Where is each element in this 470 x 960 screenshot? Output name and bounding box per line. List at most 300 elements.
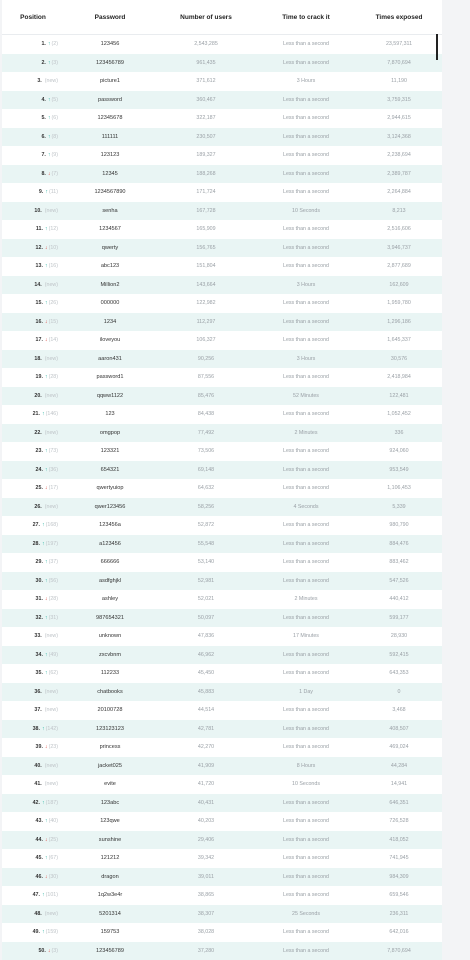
previous-rank: (new) [44,762,58,769]
arrow-up-icon: ↑ [44,466,48,473]
cell-password: 123456 [100,41,120,48]
arrow-up-icon: ↑ [41,799,45,806]
position-number: 30. [35,577,43,584]
cell-position [2,800,64,806]
cell-users: 84,438 [197,411,215,418]
table-row [2,942,442,960]
cell-password: 123qwe [100,818,120,825]
cell-password: 123 [105,411,115,418]
cell-times-exposed: 883,462 [389,559,409,566]
cell-times-exposed: 2,944,615 [387,115,411,122]
cell-position [2,60,64,66]
cell-position [2,559,64,565]
position-number: 40. [34,762,42,769]
arrow-up-icon: ↑ [44,670,48,677]
cell-password: 12345678 [97,115,123,122]
previous-rank: (168) [45,522,58,529]
table-row [2,535,442,554]
cell-times-exposed: 14,941 [390,781,408,788]
header-number-of-users[interactable]: Number of users [180,13,232,21]
cell-times-exposed: 3,759,315 [387,96,411,103]
cell-times-exposed: 1,645,337 [387,337,411,344]
table-row [2,812,442,831]
cell-position [2,171,64,177]
cell-time-to-crack: Less than a second [283,540,329,547]
cell-time-to-crack: Less than a second [283,300,329,307]
table-row [2,664,442,683]
cell-users: 41,720 [197,781,215,788]
arrow-down-icon: ↓ [47,947,51,954]
cell-password: 666666 [100,559,120,566]
position-number: 36. [34,688,42,695]
previous-rank: (7) [51,170,58,177]
cell-password: senha [102,207,118,214]
arrow-up-icon: ↑ [45,189,48,196]
cell-password: Million2 [100,281,120,288]
table-row [2,54,442,73]
cell-password: 20100728 [97,707,123,714]
cell-position [2,522,64,528]
previous-rank: (3) [51,947,58,954]
previous-rank: (10) [48,244,58,251]
cell-password: 987654321 [96,614,124,621]
table-row [2,128,442,147]
cell-position [2,818,64,824]
position-number: 12. [35,244,43,251]
previous-rank: (new) [44,281,58,288]
position-number: 21. [32,411,40,418]
cell-password: dragon [101,873,119,880]
cell-time-to-crack: Less than a second [283,244,329,251]
cell-password: asdfghjkl [98,577,122,584]
cell-times-exposed: 44,284 [390,762,408,769]
position-number: 9. [38,189,44,196]
cell-users: 64,632 [197,485,215,492]
cell-position [2,596,64,602]
cell-times-exposed: 2,264,884 [387,189,411,196]
cell-times-exposed: 3,124,368 [387,133,411,140]
cell-time-to-crack: Less than a second [283,744,329,751]
cell-users: 189,327 [196,152,216,159]
cell-position [2,763,64,769]
cell-users: 39,342 [197,855,215,862]
cell-position [2,430,64,436]
previous-rank: (new) [44,429,58,436]
cell-users: 45,883 [197,688,215,695]
previous-rank: (67) [48,855,58,862]
cell-password: a123456 [99,540,121,547]
cell-times-exposed: 2,877,689 [387,263,411,270]
cell-position [2,263,64,269]
table-row [2,183,442,202]
cell-password: qwer123456 [94,503,126,510]
cell-users: 42,781 [197,725,215,732]
cell-time-to-crack: Less than a second [283,448,329,455]
cell-times-exposed: 643,353 [389,670,409,677]
previous-rank: (3) [51,59,58,66]
cell-password: 123456a [99,522,121,529]
table-row [2,350,442,369]
cell-position [2,726,64,732]
cell-time-to-crack: 25 Seconds [292,910,320,917]
arrow-up-icon: ↑ [44,614,48,621]
cell-time-to-crack: Less than a second [283,707,329,714]
position-number: 28. [32,540,40,547]
cell-users: 371,612 [196,78,216,85]
arrow-up-icon: ↑ [44,300,48,307]
cell-users: 151,804 [196,263,216,270]
cell-position [2,245,64,251]
cell-position [2,633,64,639]
table-row [2,498,442,517]
cell-position [2,948,64,954]
cell-password: unknown [98,633,122,640]
position-number: 7. [41,152,46,159]
previous-rank: (26) [48,300,58,307]
scrollbar[interactable] [436,0,444,960]
cell-times-exposed: 11,190 [391,78,407,85]
cell-position [2,855,64,861]
cell-position [2,578,64,584]
cell-password: password1 [96,374,124,381]
header-times-exposed[interactable]: Times exposed [375,13,423,21]
cell-users: 2,543,285 [194,41,218,48]
cell-time-to-crack: 8 Hours [296,762,316,769]
table-row [2,905,442,924]
cell-users: 156,765 [196,244,216,251]
arrow-up-icon: ↑ [44,559,48,566]
cell-position [2,707,64,713]
table-row [2,276,442,295]
cell-time-to-crack: Less than a second [283,170,329,177]
table-body [2,35,442,960]
cell-users: 230,507 [196,133,216,140]
cell-time-to-crack: Less than a second [283,929,329,936]
cell-position [2,485,64,491]
cell-time-to-crack: Less than a second [283,96,329,103]
cell-users: 165,909 [196,226,216,233]
cell-users: 112,297 [196,318,216,325]
cell-users: 40,203 [197,818,215,825]
cell-time-to-crack: 3 Hours [296,78,316,85]
cell-position [2,393,64,399]
previous-rank: (49) [48,651,58,658]
cell-users: 37,280 [197,947,215,954]
arrow-up-icon: ↑ [41,522,45,529]
position-number: 3. [37,78,42,85]
cell-times-exposed: 2,238,694 [387,152,411,159]
cell-users: 106,327 [196,337,216,344]
cell-position [2,670,64,676]
cell-times-exposed: 984,309 [389,873,409,880]
previous-rank: (37) [48,559,58,566]
cell-times-exposed: 236,311 [389,910,409,917]
cell-times-exposed: 440,412 [389,596,409,603]
cell-users: 52,981 [197,577,215,584]
position-number: 42. [32,799,40,806]
cell-position [2,837,64,843]
arrow-up-icon: ↑ [47,59,51,66]
table-row [2,202,442,221]
position-number: 25. [35,485,43,492]
cell-password: 123123 [100,152,120,159]
cell-time-to-crack: Less than a second [283,226,329,233]
table-row [2,239,442,258]
table-row [2,331,442,350]
cell-times-exposed: 5,339 [392,503,406,510]
cell-position [2,300,64,306]
cell-position [2,781,64,787]
cell-password: 654321 [100,466,120,473]
previous-rank: (new) [44,633,58,640]
position-number: 16. [35,318,43,325]
cell-time-to-crack: Less than a second [283,485,329,492]
cell-users: 40,431 [197,799,215,806]
table-row [2,109,442,128]
cell-users: 55,548 [197,540,215,547]
cell-time-to-crack: Less than a second [283,411,329,418]
cell-password: iloveyou [99,337,121,344]
cell-times-exposed: 599,177 [389,614,409,621]
cell-users: 38,028 [197,929,215,936]
cell-users: 360,467 [196,96,216,103]
table-row [2,35,442,54]
cell-position [2,689,64,695]
table-row [2,868,442,887]
previous-rank: (12) [48,226,58,233]
arrow-down-icon: ↓ [44,337,48,344]
cell-time-to-crack: Less than a second [283,337,329,344]
position-number: 13. [35,263,43,270]
position-number: 41. [34,781,42,788]
cell-position [2,134,64,140]
table-row [2,886,442,905]
cell-time-to-crack: Less than a second [283,577,329,584]
cell-password: 12345 [102,170,118,177]
cell-times-exposed: 3,946,737 [387,244,411,251]
cell-time-to-crack: 2 Minutes [294,429,318,436]
cell-users: 39,011 [198,873,214,880]
cell-time-to-crack: Less than a second [283,799,329,806]
position-number: 43. [35,818,43,825]
arrow-up-icon: ↑ [44,374,48,381]
previous-rank: (new) [44,688,58,695]
previous-rank: (28) [48,374,58,381]
previous-rank: (new) [44,78,58,85]
cell-position [2,208,64,214]
cell-users: 188,268 [196,170,216,177]
position-number: 23. [35,448,43,455]
cell-password: sunshine [98,836,122,843]
cell-position [2,152,64,158]
cell-users: 52,872 [197,522,215,529]
cell-times-exposed: 1,296,186 [387,318,411,325]
cell-position [2,744,64,750]
header-password[interactable]: Password [94,13,126,21]
table-row [2,775,442,794]
cell-users: 85,476 [197,392,215,399]
position-number: 14. [34,281,42,288]
cell-time-to-crack: Less than a second [283,855,329,862]
table-row [2,442,442,461]
cell-users: 52,021 [197,596,215,603]
cell-times-exposed: 741,945 [389,855,409,862]
arrow-up-icon: ↑ [47,152,51,159]
table-row [2,72,442,91]
cell-password: zxcvbnm [98,651,122,658]
previous-rank: (31) [48,614,58,621]
cell-position [2,911,64,917]
cell-times-exposed: 30,576 [390,355,408,362]
cell-position [2,356,64,362]
cell-times-exposed: 162,609 [389,281,409,288]
cell-time-to-crack: Less than a second [283,41,329,48]
previous-rank: (new) [44,207,58,214]
cell-users: 58,256 [197,503,215,510]
previous-rank: (5) [51,96,58,103]
table-row [2,146,442,165]
cell-users: 69,148 [197,466,215,473]
table-row [2,91,442,110]
cell-password: jacket025 [98,762,122,769]
previous-rank: (146) [45,411,58,418]
table-row [2,461,442,480]
cell-times-exposed: 659,546 [389,892,409,899]
cell-time-to-crack: 52 Minutes [293,392,319,399]
previous-rank: (159) [45,929,58,936]
cell-users: 322,187 [196,115,216,122]
arrow-up-icon: ↑ [41,725,45,732]
table-row [2,923,442,942]
previous-rank: (17) [48,485,58,492]
cell-password: 1234567890 [94,189,126,196]
cell-position [2,41,64,47]
cell-times-exposed: 336 [394,429,404,436]
header-position[interactable]: Position [2,14,64,21]
cell-time-to-crack: Less than a second [283,614,329,621]
cell-users: 73,506 [197,448,215,455]
cell-users: 38,865 [197,892,215,899]
cell-password: chatbooks [97,688,123,695]
cell-times-exposed: 592,415 [389,651,409,658]
cell-users: 53,140 [197,559,215,566]
cell-users: 171,724 [196,189,216,196]
cell-password: 111111 [101,133,119,140]
position-number: 44. [35,836,43,843]
cell-times-exposed: 469,024 [389,744,409,751]
previous-rank: (8) [51,133,58,140]
cell-times-exposed: 7,870,694 [387,59,411,66]
position-number: 46. [35,873,43,880]
position-number: 49. [32,929,40,936]
cell-times-exposed: 3,468 [392,707,406,714]
cell-users: 41,909 [197,762,215,769]
position-number: 32. [35,614,43,621]
position-number: 20. [34,392,42,399]
previous-rank: (62) [48,670,58,677]
cell-password: evite [104,781,116,788]
previous-rank: (new) [44,503,58,510]
table-row [2,683,442,702]
cell-time-to-crack: 3 Hours [296,355,316,362]
previous-rank: (new) [44,355,58,362]
table-row [2,738,442,757]
arrow-up-icon: ↑ [44,818,48,825]
cell-password: 1234 [103,318,117,325]
cell-time-to-crack: Less than a second [283,189,329,196]
position-number: 45. [35,855,43,862]
position-number: 31. [35,596,43,603]
arrow-up-icon: ↑ [41,892,45,899]
table-row [2,165,442,184]
previous-rank: (new) [44,781,58,788]
cell-password: 123321 [100,448,120,455]
cell-password: 123abc [100,799,120,806]
cell-time-to-crack: Less than a second [283,466,329,473]
previous-rank: (142) [45,725,58,732]
scrollbar-thumb[interactable] [436,34,438,60]
cell-password: qqww1122 [96,392,124,399]
position-number: 19. [35,374,43,381]
cell-time-to-crack: Less than a second [283,318,329,325]
cell-users: 143,664 [196,281,216,288]
table-row [2,405,442,424]
cell-times-exposed: 122,481 [389,392,409,399]
position-number: 26. [34,503,42,510]
cell-password: 123456789 [96,59,124,66]
position-number: 48. [34,910,42,917]
position-number: 15. [35,300,43,307]
cell-position [2,652,64,658]
cell-users: 42,270 [197,744,215,751]
previous-rank: (6) [51,115,58,122]
cell-times-exposed: 1,052,452 [387,411,411,418]
position-number: 37. [34,707,42,714]
table-row [2,572,442,591]
cell-users: 87,556 [197,374,215,381]
cell-time-to-crack: 10 Seconds [292,781,320,788]
cell-password: abc123 [100,263,120,270]
arrow-up-icon: ↑ [44,448,48,455]
arrow-up-icon: ↑ [44,577,48,584]
position-number: 8. [41,170,46,177]
cell-users: 77,492 [197,429,215,436]
previous-rank: (15) [48,318,58,325]
position-number: 2. [41,59,46,66]
cell-password: omgpop [99,429,121,436]
cell-password: qwerty [101,244,119,251]
cell-password: aaron431 [98,355,122,362]
cell-time-to-crack: Less than a second [283,115,329,122]
position-number: 35. [35,670,43,677]
cell-password: 000000 [100,300,120,307]
cell-time-to-crack: Less than a second [283,263,329,270]
arrow-up-icon: ↑ [44,226,48,233]
cell-users: 44,514 [197,707,215,714]
table-row [2,220,442,239]
position-number: 11. [35,226,43,233]
cell-time-to-crack: Less than a second [283,522,329,529]
table-row [2,387,442,406]
cell-time-to-crack: Less than a second [283,670,329,677]
header-time-to-crack[interactable]: Time to crack it [282,13,330,21]
cell-position [2,929,64,935]
cell-times-exposed: 2,418,984 [387,374,411,381]
table-row [2,368,442,387]
cell-position [2,374,64,380]
cell-password: 1q2w3e4r [97,892,123,899]
previous-rank: (187) [45,799,58,806]
